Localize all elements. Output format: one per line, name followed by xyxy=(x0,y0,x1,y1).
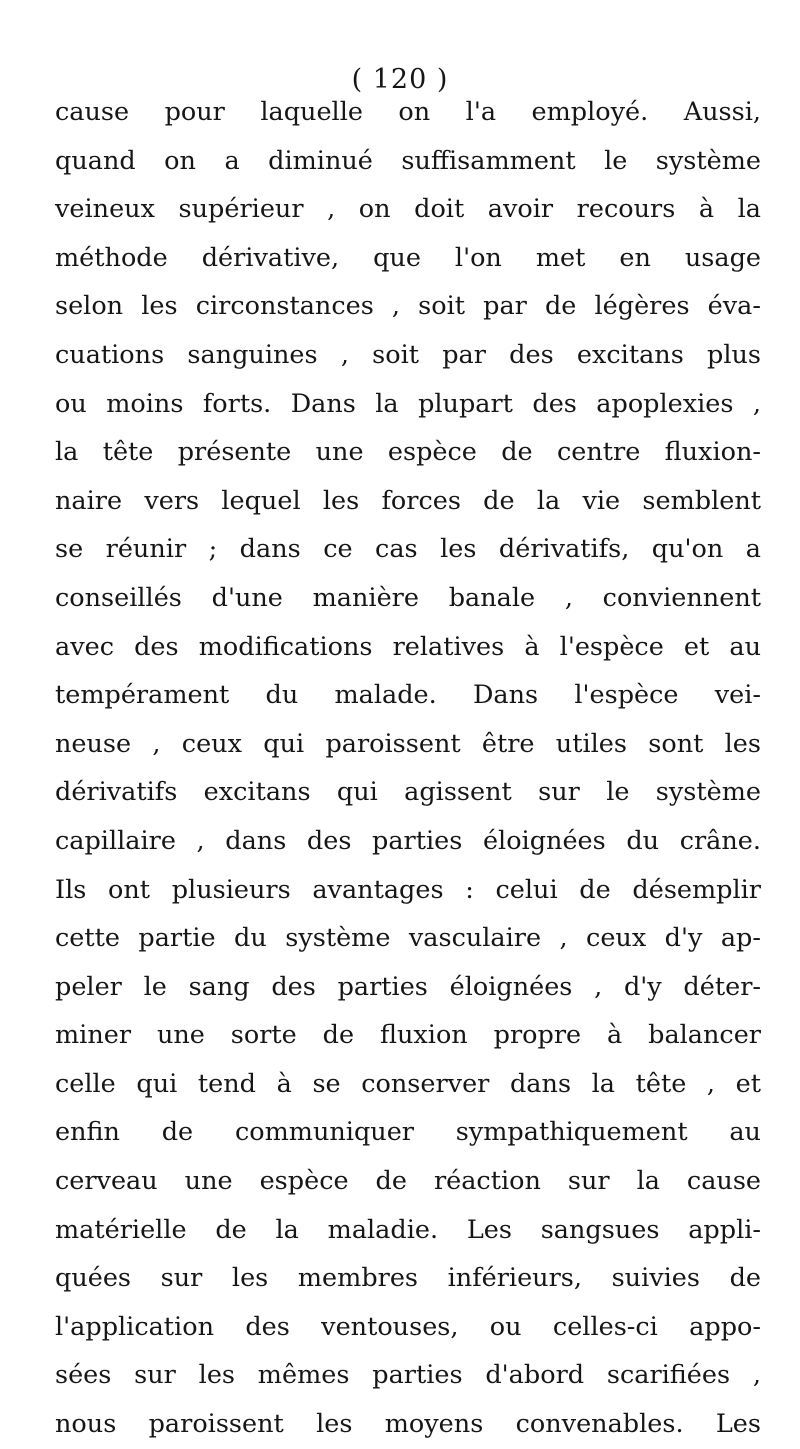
text-line: enfin de communiquer sympathiquement au xyxy=(55,1117,761,1148)
text-line: la tête présente une espèce de centre fluxion- xyxy=(55,437,761,468)
body-text xyxy=(55,88,761,1449)
text-line: l'application des ventouses, ou celles-ci appo- xyxy=(55,1311,761,1342)
text-line: selon les circonstances , soit par de légères éva- xyxy=(55,291,761,322)
text-line: avec des modifications relatives à l'espèce et au xyxy=(55,631,761,662)
text-line: Ils ont plusieurs avantages : celui de désemplir xyxy=(55,874,761,905)
text-line: conseillés d'une manière banale , conviennent xyxy=(55,582,761,613)
text-line: nous paroissent les moyens convenables. Les xyxy=(55,1409,761,1440)
text-line: naire vers lequel les forces de la vie semblent xyxy=(55,485,761,516)
text-line: veineux supérieur , on doit avoir recours à la xyxy=(55,194,761,225)
text-line: celle qui tend à se conserver dans la tête , et xyxy=(55,1068,761,1099)
text-line: matérielle de la maladie. Les sangsues appli- xyxy=(55,1214,761,1245)
text-line: cerveau une espèce de réaction sur la cause xyxy=(55,1166,761,1197)
text-line: neuse , ceux qui paroissent être utiles sont les xyxy=(55,728,761,759)
text-line: cause pour laquelle on l'a employé. Aussi, xyxy=(55,97,761,127)
text-line: quées sur les membres inférieurs, suivies de xyxy=(55,1263,761,1294)
text-line: capillaire , dans des parties éloignées du crâne. xyxy=(55,825,761,856)
text-line: méthode dérivative, que l'on met en usage xyxy=(55,242,761,273)
text-line: se réunir ; dans ce cas les dérivatifs, qu'on a xyxy=(55,534,761,565)
text-line: ou moins forts. Dans la plupart des apoplexies , xyxy=(55,388,761,419)
text-line: peler le sang des parties éloignées , d'y déter- xyxy=(55,971,761,1002)
text-line: quand on a diminué suffisamment le système xyxy=(55,145,761,176)
text-line: cette partie du système vasculaire , ceux d'y ap- xyxy=(55,923,761,954)
text-line: miner une sorte de fluxion propre à balancer xyxy=(55,1020,761,1051)
text-line: dérivatifs excitans qui agissent sur le système xyxy=(55,777,761,808)
text-line: cuations sanguines , soit par des excitans plus xyxy=(55,339,761,370)
text-line: tempérament du malade. Dans l'espèce vei- xyxy=(55,680,761,711)
page-number: ( 120 ) xyxy=(351,64,449,95)
text-line: sées sur les mêmes parties d'abord scarifiées , xyxy=(55,1360,761,1391)
